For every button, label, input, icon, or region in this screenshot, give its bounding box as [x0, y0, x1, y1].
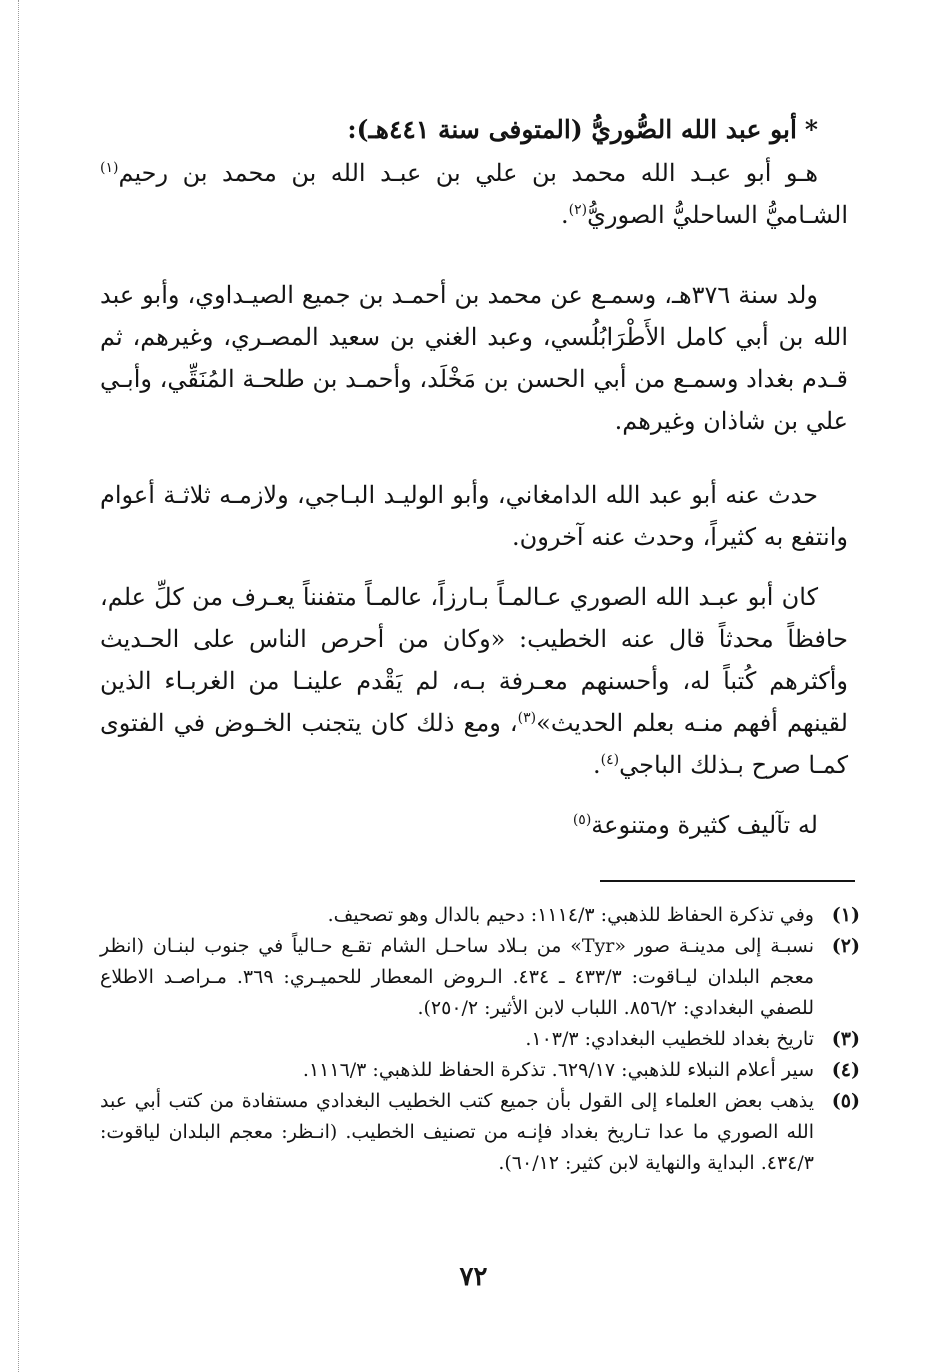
footnote-number: (٣) — [831, 1028, 860, 1050]
footnote-separator — [600, 880, 855, 882]
heading-text: أبو عبد الله الصُّوريُّ (المتوفى سنة ٤٤١هـ): — [347, 115, 797, 144]
intro-text-1: هـو أبو عبـد الله محمد بن علي بن عبـد الله بن محمد بن رحيم — [118, 159, 818, 187]
footnote-5 — [100, 1086, 860, 1179]
praise-paragraph — [100, 576, 848, 786]
students-paragraph: حدث عنه أبو عبد الله الدامغاني، وأبو الوليـد البـاجي، ولازمـه ثلاثـة أعوام وانتفع به كثيراً، وحدث عنه آخرون. — [100, 481, 848, 551]
intro-text-2: الشـاميُّ الساحليُّ الصوريُّ — [587, 201, 848, 229]
footnote-3 — [100, 1024, 860, 1055]
footnote-2 — [100, 931, 860, 1024]
footnote-number: (١) — [831, 904, 860, 926]
praise-text-3: . — [593, 751, 601, 779]
footnotes — [100, 900, 860, 1179]
footnote-text: سير أعلام النبلاء للذهبي: ٦٢٩/١٧. تذكرة الحفاظ للذهبي: ١١١٦/٣. — [302, 1059, 814, 1081]
spacer — [100, 442, 848, 474]
footnote-text: تاريخ بغداد للخطيب البغدادي: ١٠٣/٣. — [525, 1028, 814, 1050]
footnote-text: يذهب بعض العلماء إلى القول بأن جميع كتب الخطيب البغدادي مستفادة من كتب أبي عبد الله الصوري ما عدا تـاريخ بغداد فإنـه من تصنيف الخطيب. (انـظر: معجم البلدان لياقوت: ٤٣٤/٣. البداية والنهاية لابن كثير: ٦٠/١٢). — [100, 1090, 814, 1174]
footnote-ref-1[interactable]: (١) — [100, 160, 119, 176]
footnote-number: (٥) — [831, 1090, 860, 1112]
spacer — [100, 786, 848, 804]
works-text: له تآليف كثيرة ومتنوعة — [591, 811, 818, 839]
footnote-ref-3[interactable]: (٣) — [517, 710, 537, 726]
spacer — [100, 236, 848, 274]
footnote-ref-4[interactable]: (٤) — [600, 752, 620, 768]
footnote-number: (٢) — [831, 935, 860, 957]
praise-text-2: ، ومع ذلك كان يتجنب الخـوض في الفتوى كمـا صرح بـذلك الباجي — [100, 709, 848, 779]
main-text — [100, 110, 848, 846]
praise-text-1: كان أبو عبـد الله الصوري عـالمـاً بـارزاً، عالمـاً متفنناً يعـرف من كلِّ علم، حافظاً محدثاً قال عنه الخطيب: «وكان من أحرص الناس على الحـديث وأكثرهم كُتباً له، وأحسنهم معـرفة بـه، لم يَقْدم علينـا من الغربـاء الذين لقينهم أفهم منـه بعلم الحديث» — [100, 583, 848, 737]
page-number: ٧٢ — [459, 1262, 488, 1292]
spacer — [100, 558, 848, 576]
footnote-ref-5[interactable]: (٥) — [572, 812, 592, 828]
section-heading — [100, 110, 818, 150]
birth-paragraph: ولد سنة ٣٧٦هـ، وسمـع عن محمد بن أحمـد بن جميع الصيـداوي، وأبو عبد الله بن أبي كامل الأَطْرَابُلُسي، وعبد الغني بن سعيد المصـري، وغيرهم، ثم قـدم بغداد وسمـع من أبي الحسن بن مَخْلَد، وأحمـد بن طلحـة المُنَقِّي، وأبـي علي بن شاذان وغيرهم. — [100, 281, 848, 435]
intro-paragraph — [100, 152, 848, 236]
footnote-4 — [100, 1055, 860, 1086]
heading-star: * — [804, 115, 818, 144]
footnote-ref-2[interactable]: (٢) — [568, 202, 588, 218]
footnote-text: نسبـة إلى مدينـة صور «Tyr» من بـلاد ساحـل الشام تقـع حـالياً في جنوب لبنـان (انظر معجم البلدان ليـاقوت: ٤٣٣/٣ ـ ٤٣٤. الـروض المعطار للحميـري: ٣٦٩. مـراصـد الاطلاع للصفي البغدادي: ٨٥٦/٢. اللباب لابن الأثير: ٢٥٠/٢). — [100, 935, 815, 1019]
works-paragraph — [100, 804, 848, 846]
intro-text-3: . — [560, 201, 569, 229]
scan-edge-mark — [18, 0, 19, 1372]
footnote-1 — [100, 900, 860, 931]
footnote-text: وفي تذكرة الحفاظ للذهبي: ١١١٤/٣: دحيم بالدال وهو تصحيف. — [327, 904, 814, 926]
footnote-number: (٤) — [831, 1059, 860, 1081]
